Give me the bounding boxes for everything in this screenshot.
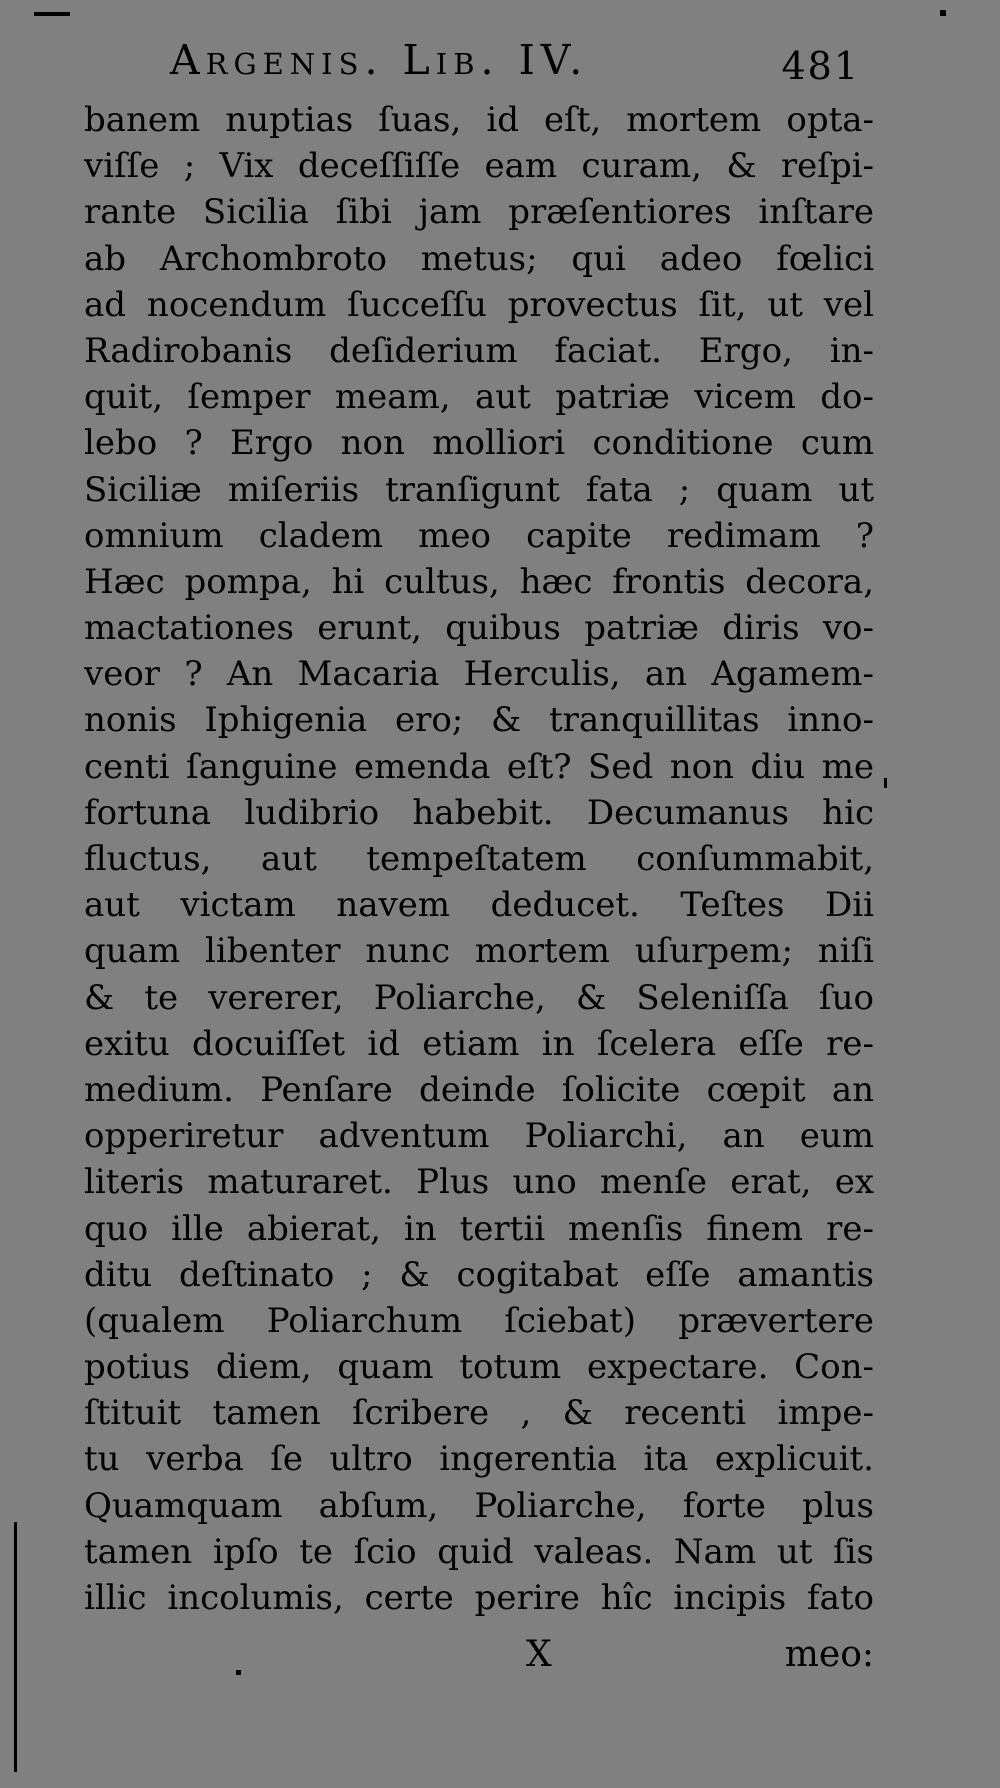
- page-footer: [84, 1634, 874, 1684]
- text-line: viſſe ; Vix deceſſiſſe eam curam, & reſpi-: [84, 146, 874, 187]
- text-line: centi ſanguine emenda eſt? Sed non diu me: [84, 746, 874, 787]
- margin-rule: [14, 1522, 17, 1772]
- scan-speck: [940, 10, 946, 16]
- text-line: & te vererer, Poliarche, & Seleniſſa ſuo: [84, 977, 874, 1018]
- text-line: quit, ſemper meam, aut patriæ vicem do-: [84, 377, 874, 418]
- text-line: ab Archombroto metus; qui adeo fœlici: [84, 238, 874, 279]
- text-line: (qualem Poliarchum ſciebat) prævertere: [84, 1300, 874, 1341]
- text-line: rante Sicilia ſibi jam præſentiores inſtare: [84, 192, 874, 233]
- text-line: Radirobanis deſiderium faciat. Ergo, in-: [84, 330, 874, 371]
- text-line: tu verba ſe ultro ingerentia ita explicuit.: [84, 1439, 874, 1480]
- text-line: quam libenter nunc mortem uſurpem; niſi: [84, 931, 874, 972]
- text-line: Hæc pompa, hi cultus, hæc frontis decora,: [84, 561, 874, 602]
- catchword: meo:: [784, 1634, 874, 1675]
- scan-speck: [34, 12, 70, 16]
- running-title: Argenis. Lib. IV.: [170, 36, 589, 84]
- text-line: literis maturaret. Plus uno menſe erat, ex: [84, 1162, 874, 1203]
- text-line: ditu deſtinato ; & cogitabat eſſe amantis: [84, 1254, 874, 1295]
- text-line: mactationes erunt, quibus patriæ diris vo-: [84, 608, 874, 649]
- text-line: ad nocendum ſucceſſu provectus ſit, ut vel: [84, 284, 874, 325]
- text-line: exitu docuiſſet id etiam in ſcelera eſſe re-: [84, 1023, 874, 1064]
- scan-speck: [236, 1670, 241, 1675]
- text-line: banem nuptias ſuas, id eſt, mortem opta-: [84, 100, 874, 140]
- text-line: omnium cladem meo capite redimam ?: [84, 515, 874, 556]
- page-number: 481: [781, 44, 860, 88]
- text-line: veor ? An Macaria Herculis, an Agamem-: [84, 654, 874, 695]
- text-line: quo ille abierat, in tertii menſis finem re-: [84, 1208, 874, 1249]
- text-line: nonis Iphigenia ero; & tranquillitas inno-: [84, 700, 874, 741]
- text-line: opperiretur adventum Poliarchi, an eum: [84, 1116, 874, 1157]
- text-line: ſtituit tamen ſcribere , & recenti impe-: [84, 1393, 874, 1434]
- scan-speck: [884, 778, 887, 788]
- text-line: medium. Penſare deinde ſolicite cœpit an: [84, 1069, 874, 1110]
- text-line: potius diem, quam totum expectare. Con-: [84, 1347, 874, 1388]
- text-line: lebo ? Ergo non molliori conditione cum: [84, 423, 874, 464]
- page-header: [170, 36, 870, 96]
- text-line: Siciliæ miſeriis tranſigunt fata ; quam ut: [84, 469, 874, 510]
- text-line: tamen ipſo te ſcio quid valeas. Nam ut ſis: [84, 1531, 874, 1572]
- text-line: fluctus, aut tempeſtatem conſummabit,: [84, 839, 874, 879]
- text-line: fortuna ludibrio habebit. Decumanus hic: [84, 792, 874, 833]
- text-line: Quamquam abſum, Poliarche, forte plus: [84, 1485, 874, 1526]
- body-text: [84, 97, 874, 1621]
- signature-mark: X: [526, 1634, 552, 1675]
- text-line: illic incolumis, certe perire hîc incipis fato: [84, 1578, 874, 1618]
- text-line: aut victam navem deducet. Teſtes Dii: [84, 885, 874, 926]
